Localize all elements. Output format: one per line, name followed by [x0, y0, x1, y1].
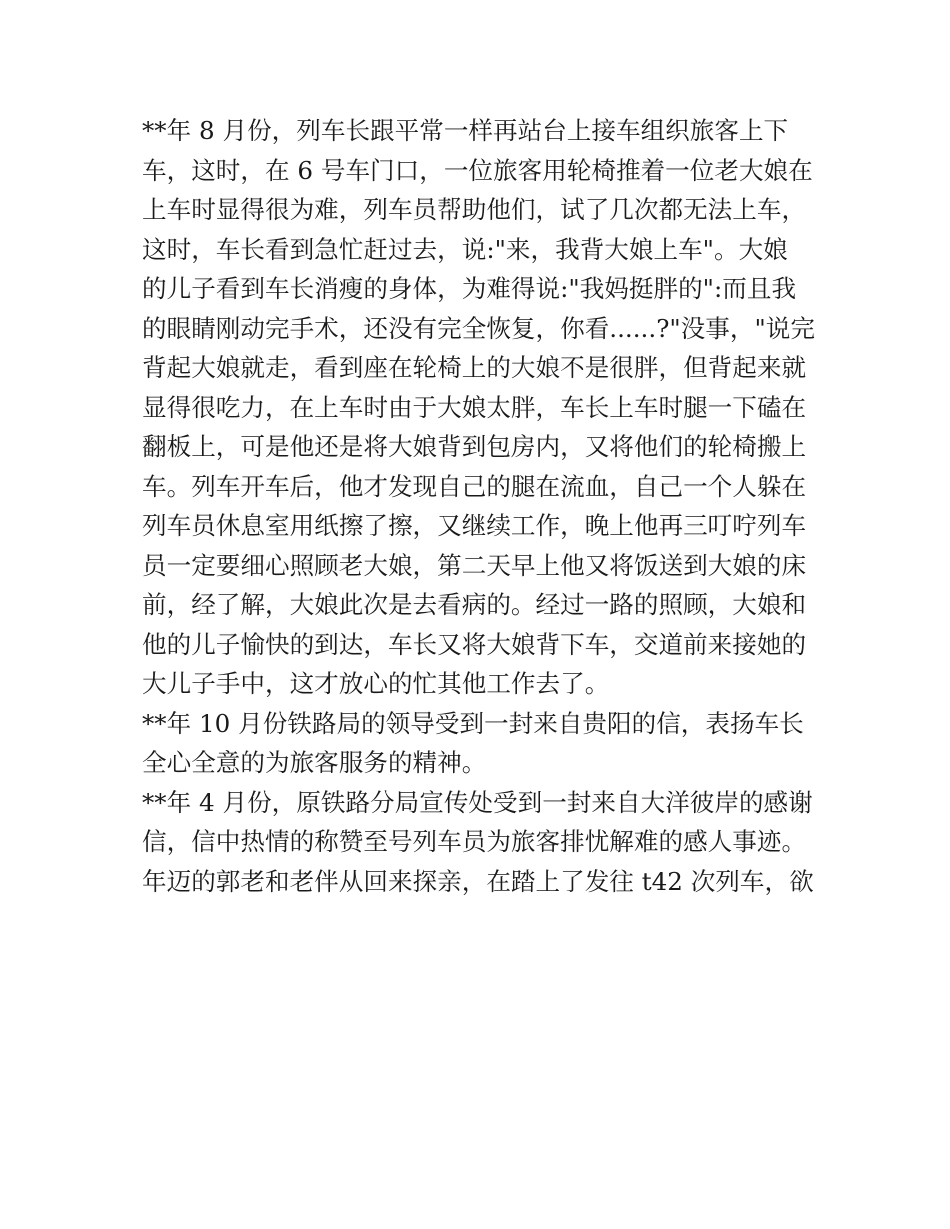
- text-line: **年 8 月份，列车长跟平常一样再站台上接车组织旅客上下: [142, 116, 789, 145]
- text-line: 列车员休息室用纸擦了擦，又继续工作，晚上他再三叮咛列车: [142, 511, 807, 540]
- text-line: 车，这时，在 6 号车门口，一位旅客用轮椅推着一位老大娘在: [142, 155, 813, 185]
- body-text: [142, 111, 814, 901]
- text-line: 这时，车长看到急忙赶过去，说:"来，我背大娘上车"。大娘: [142, 234, 788, 264]
- text-line: 显得很吃力，在上车时由于大娘太胖，车长上车时腿一下磕在: [142, 392, 807, 422]
- text-line: 的眼睛刚动完手术，还没有完全恢复，你看......?"没事，"说完: [142, 313, 815, 343]
- text-line: 信，信中热情的称赞至号列车员为旅客排忧解难的感人事迹。: [142, 827, 807, 856]
- text-line: 他的儿子愉快的到达，车长又将大娘背下车，交道前来接她的: [142, 629, 807, 659]
- text-line: 车。列车开车后，他才发现自己的腿在流血，自己一个人躲在: [142, 471, 807, 501]
- text-line: 背起大娘就走，看到座在轮椅上的大娘不是很胖，但背起来就: [142, 353, 807, 382]
- text-line: 年迈的郭老和老伴从回来探亲，在踏上了发往 t42 次列车，欲: [142, 866, 814, 896]
- text-line: **年 4 月份，原铁路分局宣传处受到一封来自大洋彼岸的感谢: [142, 787, 813, 817]
- text-line: 全心全意的为旅客服务的精神。: [142, 748, 487, 777]
- text-line: 前，经了解，大娘此次是去看病的。经过一路的照顾，大娘和: [142, 590, 807, 619]
- text-line: 的儿子看到车长消瘦的身体，为难得说:"我妈挺胖的":而且我: [142, 274, 797, 303]
- text-line: 上车时显得很为难，列车员帮助他们，试了几次都无法上车，: [142, 195, 807, 224]
- text-line: **年 10 月份铁路局的领导受到一封来自贵阳的信，表扬车长: [142, 708, 804, 738]
- text-line: 大儿子手中，这才放心的忙其他工作去了。: [142, 669, 610, 698]
- text-line: 翻板上，可是他还是将大娘背到包房内，又将他们的轮椅搬上: [142, 432, 807, 461]
- text-line: 员一定要细心照顾老大娘，第二天早上他又将饭送到大娘的床: [142, 550, 807, 580]
